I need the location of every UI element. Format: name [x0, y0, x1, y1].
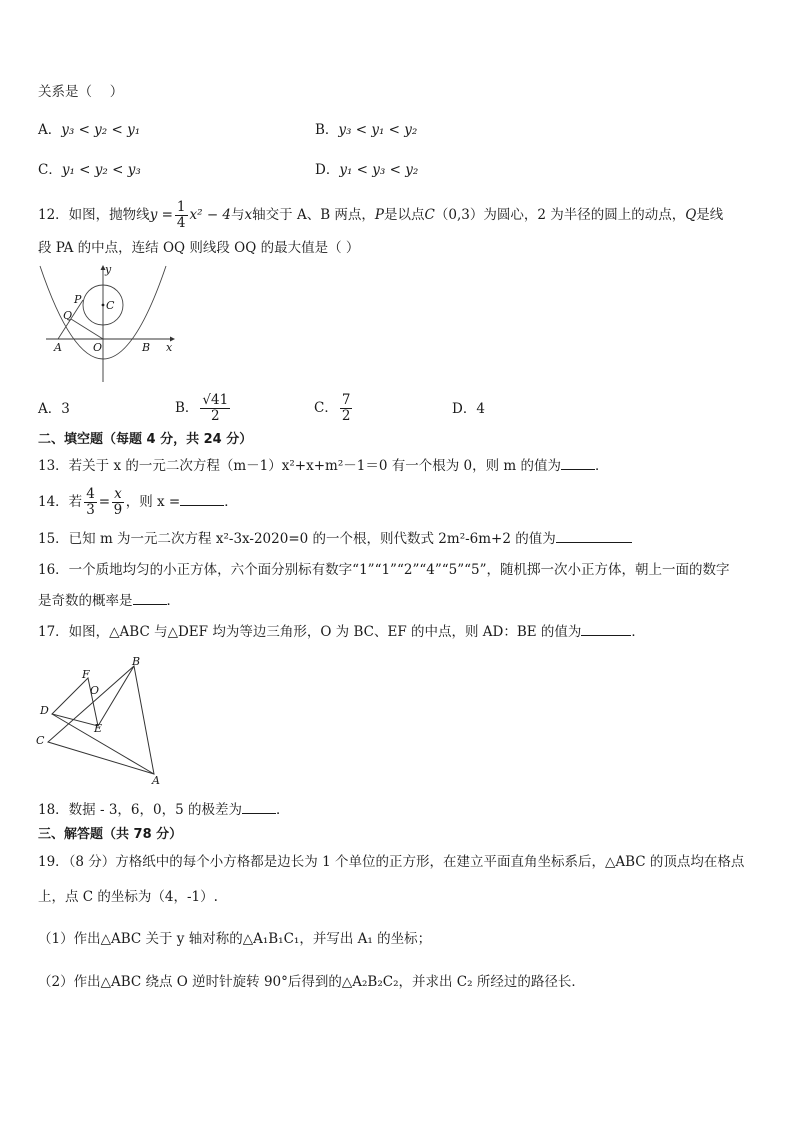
q17-end: ．	[631, 624, 645, 640]
q12-y: y =	[149, 207, 173, 223]
segment-be	[98, 666, 134, 726]
label-x: x	[166, 341, 173, 354]
label-o: O	[93, 341, 103, 354]
label-q: Q	[63, 309, 73, 322]
q18	[38, 801, 289, 819]
q11-option-a	[38, 121, 140, 139]
label-e: E	[94, 722, 103, 735]
label-d: D	[40, 704, 49, 717]
option-expr: y₁ < y₂ < y₃	[61, 162, 141, 178]
segment-ad	[52, 714, 154, 774]
label-a: A	[152, 774, 160, 787]
q16-blank	[133, 592, 167, 605]
q18-blank	[242, 801, 276, 814]
q15-blank	[556, 530, 632, 543]
option-label: A．	[38, 401, 62, 417]
option-label: B．	[175, 400, 199, 416]
q11-tail: 关系是（ ）	[38, 84, 124, 100]
q11-option-d	[315, 161, 418, 179]
q11-option-b	[315, 121, 417, 139]
section-3-heading: 三、解答题（共 78 分）	[38, 827, 183, 842]
q12-frac	[175, 200, 188, 231]
label-c: C	[106, 299, 115, 312]
q16-text: 是奇数的概率是	[38, 593, 133, 609]
q12-text: 是线	[696, 207, 724, 223]
option-label: C．	[38, 162, 62, 178]
q19-part1: （1）作出△ABC 关于 y 轴对称的△A₁B₁C₁，并写出 A₁ 的坐标；	[38, 931, 432, 947]
q12-p: P	[374, 207, 385, 223]
frac-num: √41	[202, 392, 229, 408]
q17-text: 17．如图，△ABC 与△DEF 均为等边三角形，O 为 BC、EF 的中点，则 AD：BE 的值为	[38, 624, 582, 640]
q16-line1: 16．一个质地均匀的小正方体，六个面分别标有数字“1”“1”“2”“4”“5”“5”，随机掷一次小正方体，朝上一面的数字	[38, 562, 730, 578]
triangle-abc	[48, 666, 154, 774]
q19-line1: 19．（8 分）方格纸中的每个小方格都是边长为 1 个单位的正方形，在建立平面直角坐标系后，△ABC 的顶点均在格点	[38, 854, 745, 870]
q12-text: 12．如图，抛物线	[38, 207, 150, 223]
q11-option-c	[38, 161, 141, 179]
q17	[38, 623, 645, 641]
q14-frac-right	[112, 487, 124, 518]
label-o: O	[90, 684, 100, 697]
frac-den: 9	[113, 502, 123, 518]
option-frac	[200, 393, 230, 424]
option-label: D．	[315, 162, 340, 178]
q14	[38, 484, 238, 520]
frac-num: x	[114, 486, 122, 502]
q12-x2: x² − 4	[189, 207, 232, 223]
option-value: 4	[476, 401, 485, 417]
q15-text: 15．已知 m 为一元二次方程 x²-3x-2020=0 的一个根，则代数式 2m²-6m+2 的值为	[38, 531, 556, 547]
q14-text: ，则 x =	[125, 494, 181, 510]
q16-end: ．	[166, 593, 180, 609]
q19-part2: （2）作出△ABC 绕点 O 逆时针旋转 90°后得到的△A₂B₂C₂，并求出 C₂ 所经过的路径长．	[38, 974, 585, 990]
q12-q: Q	[685, 207, 697, 223]
q14-frac-left	[84, 487, 97, 518]
label-c: C	[36, 734, 45, 747]
center-dot	[102, 304, 105, 307]
section-2-heading: 二、填空题（每题 4 分，共 24 分）	[38, 432, 253, 447]
q13-text: 13．若关于 x 的一元二次方程（m－1）x²+x+m²－1＝0 有一个根为 0，则 m 的值为	[38, 458, 561, 474]
q12-line2: 段 PA 的中点，连结 OQ 则线段 OQ 的最大值是（ ）	[38, 240, 360, 256]
frac-num: 1	[176, 199, 186, 215]
q12-text: 与	[231, 207, 245, 223]
frac-den: 2	[211, 408, 220, 424]
frac-den: 2	[341, 408, 351, 424]
option-expr: y₃ < y₁ < y₂	[338, 122, 418, 138]
q13-end: ．	[594, 458, 609, 474]
q13-blank	[561, 457, 595, 470]
q12-option-a	[38, 400, 70, 418]
option-label: B．	[315, 122, 339, 138]
q12-figure	[36, 262, 176, 386]
q18-text: 18．数据 - 3，6，0，5 的极差为	[38, 802, 242, 818]
q17-blank	[581, 623, 631, 636]
frac-den: 4	[176, 215, 186, 231]
frac-num: 4	[86, 486, 95, 502]
label-y: y	[105, 263, 112, 276]
q14-blank	[180, 493, 224, 506]
option-label: D．	[452, 401, 477, 417]
q13	[38, 457, 608, 475]
q17-figure	[34, 652, 174, 788]
q14-end: ．	[224, 494, 238, 510]
q14-eq: =	[98, 494, 111, 510]
q16-line2	[38, 592, 180, 610]
q12-text: 轴交于 A、B 两点，	[252, 207, 375, 223]
q12-text: （0,3）为圆心，2 为半径的圆上的动点，	[434, 207, 686, 223]
q14-text: 14．若	[38, 494, 83, 510]
frac-den: 3	[86, 502, 95, 518]
label-f: F	[82, 668, 90, 681]
option-value: 3	[61, 401, 70, 417]
q15	[38, 530, 632, 548]
option-expr: y₁ < y₃ < y₂	[339, 162, 419, 178]
q12-option-d	[452, 400, 485, 418]
q19-line2: 上，点 C 的坐标为（4，-1）.	[38, 889, 218, 905]
option-label: C．	[314, 400, 338, 416]
q12-c: C	[424, 207, 435, 223]
segment-oq	[71, 319, 103, 339]
option-label: A．	[38, 122, 62, 138]
frac-num: 7	[341, 392, 351, 408]
option-frac	[340, 393, 353, 424]
q12-x: x	[244, 207, 253, 223]
label-p: P	[74, 293, 82, 306]
option-expr: y₃ < y₂ < y₁	[61, 122, 141, 138]
label-b: B	[142, 341, 151, 354]
q12-text: 是以点	[384, 207, 425, 223]
q12-option-c	[314, 388, 354, 428]
q12-line1	[38, 197, 723, 233]
label-a: A	[54, 341, 62, 354]
q12-option-b	[175, 388, 232, 428]
label-b: B	[132, 655, 141, 668]
q18-end: ．	[275, 802, 290, 818]
